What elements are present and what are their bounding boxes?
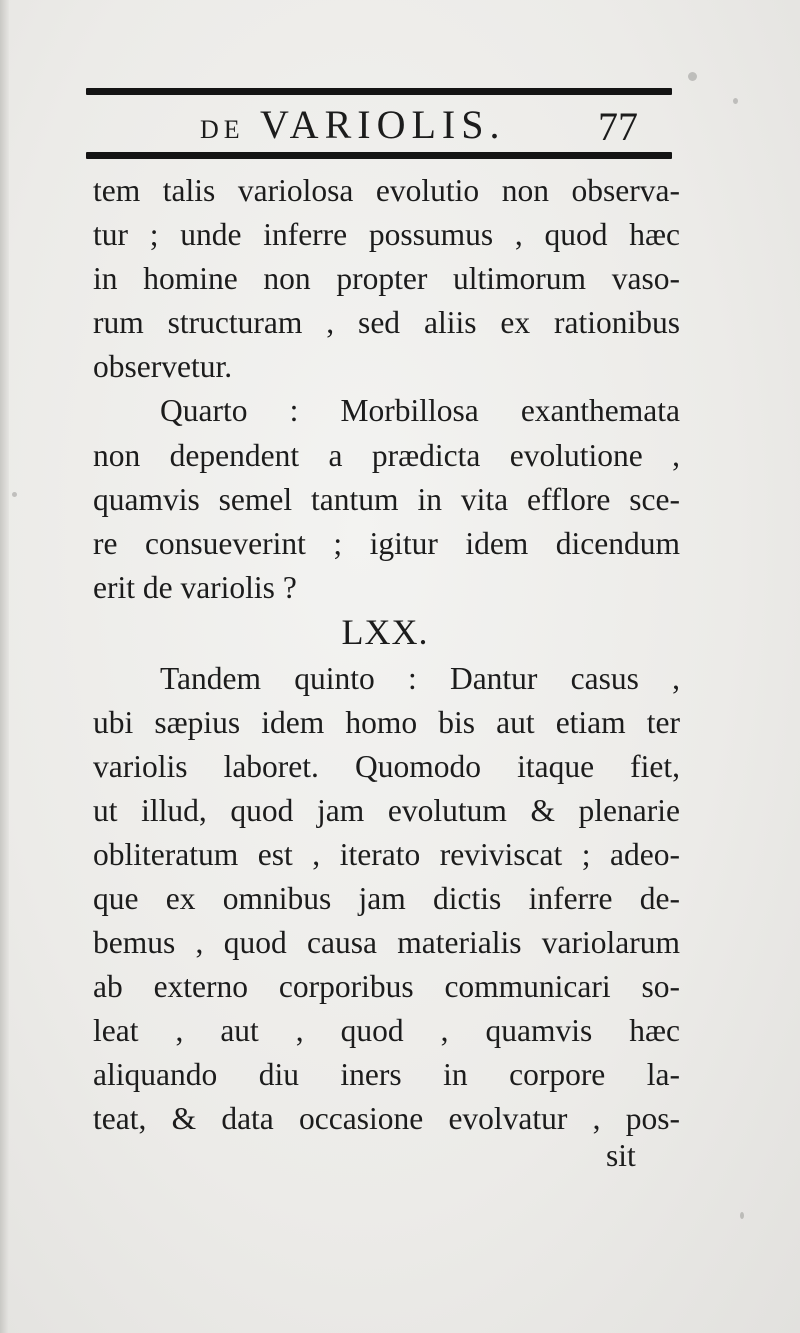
running-head-title: VARIOLIS. xyxy=(259,102,506,147)
running-head xyxy=(200,102,505,153)
text-line: aliquando diu iners in corpore la- xyxy=(93,1057,680,1092)
text-line: teat, & data occasione evolvatur , pos- xyxy=(93,1101,680,1136)
text-line: ab externo corporibus communicari so- xyxy=(93,969,680,1004)
text-line: rum structuram , sed aliis ex rationibus xyxy=(93,305,680,340)
text-line: quamvis semel tantum in vita efflore sce- xyxy=(93,482,680,517)
page-number: 77 xyxy=(598,104,638,149)
paper-speck xyxy=(688,72,697,81)
text-line: ut illud, quod jam evolutum & plenarie xyxy=(93,793,680,828)
text-line: que ex omnibus jam dictis inferre de- xyxy=(93,881,680,916)
text-line: in homine non propter ultimorum vaso- xyxy=(93,261,680,296)
text-line: erit de variolis ? xyxy=(93,570,297,605)
header-rule-bottom xyxy=(86,152,672,159)
section-heading: LXX. xyxy=(341,612,429,652)
text-line: non dependent a prædicta evolutione , xyxy=(93,438,680,473)
paper-speck xyxy=(12,492,17,497)
text-line: re consueverint ; igitur idem dicendum xyxy=(93,526,680,561)
paper-speck xyxy=(740,1212,744,1219)
text-line: ubi sæpius idem homo bis aut etiam ter xyxy=(93,705,680,740)
catchword: sit xyxy=(606,1138,636,1173)
running-head-prefix: DE xyxy=(200,115,245,144)
text-line: bemus , quod causa materialis variolarum xyxy=(93,925,680,960)
text-line: obliteratum est , iterato reviviscat ; adeo- xyxy=(93,837,680,872)
text-line: leat , aut , quod , quamvis hæc xyxy=(93,1013,680,1048)
text-line: tem talis variolosa evolutio non observa- xyxy=(93,173,680,208)
page-edge-shadow xyxy=(0,0,9,1333)
text-line: Tandem quinto : Dantur casus , xyxy=(160,661,680,696)
paper-speck xyxy=(733,98,738,104)
text-line: tur ; unde inferre possumus , quod hæc xyxy=(93,217,680,252)
text-line: variolis laboret. Quomodo itaque fiet, xyxy=(93,749,680,784)
text-line: Quarto : Morbillosa exanthemata xyxy=(160,393,680,428)
text-line: observetur. xyxy=(93,349,233,384)
header-rule-top xyxy=(86,88,672,95)
